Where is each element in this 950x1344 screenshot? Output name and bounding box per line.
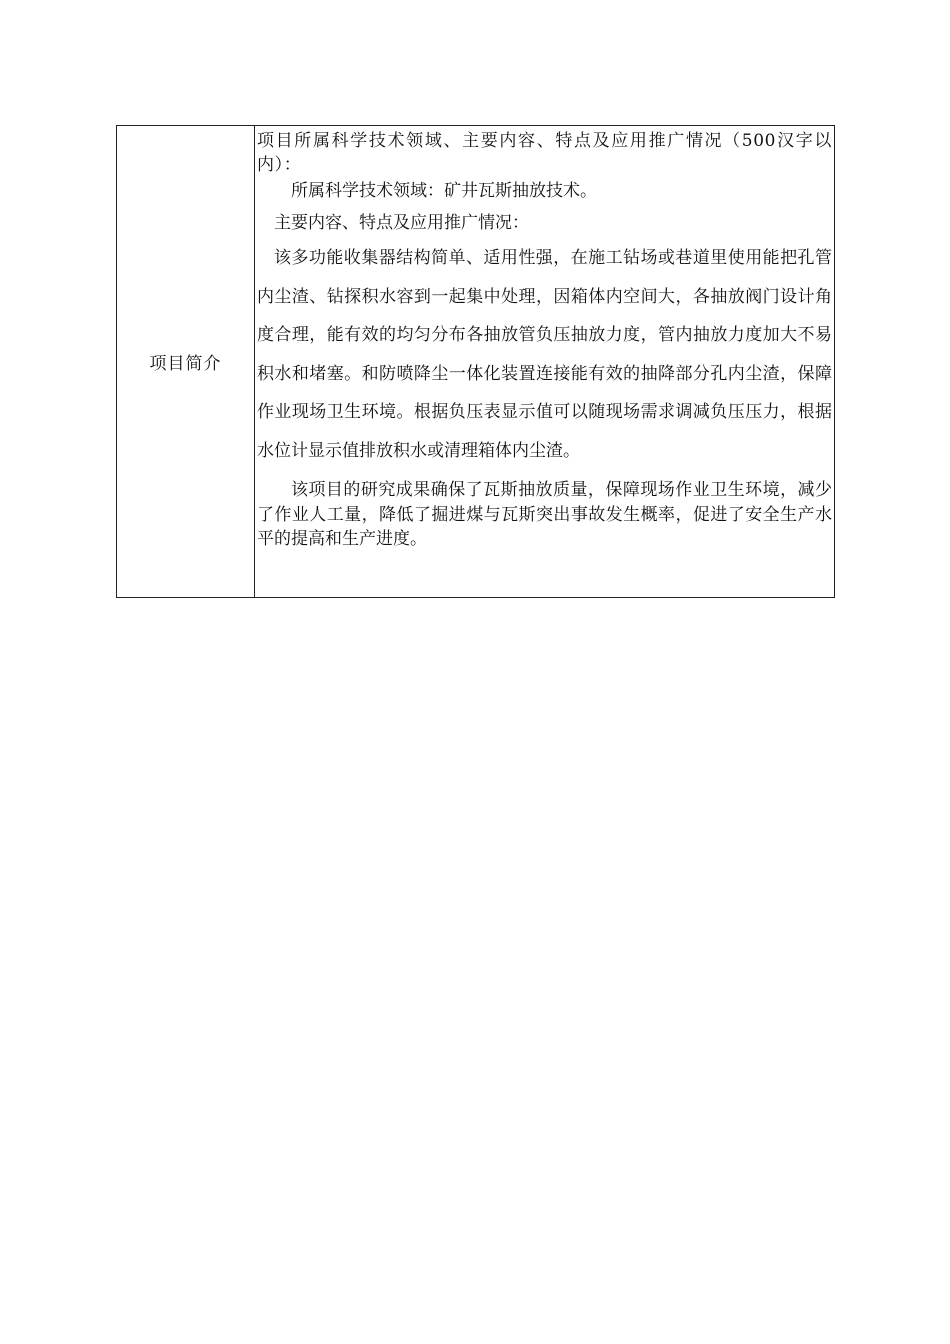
content-subheading: 主要内容、特点及应用推广情况： — [274, 213, 529, 233]
technical-field-line: 所属科学技术领域：矿井瓦斯抽放技术。 — [291, 181, 597, 201]
project-summary-table — [116, 125, 835, 598]
content-paragraph-main: 该多功能收集器结构简单、适用性强，在施工钻场或巷道里使用能把孔管内尘渣、钻探积水容到一起集中处理，因箱体内空间大，各抽放阀门设计角度合理，能有效的均匀分布各抽放管负压抽放力度，管内抽放力度加大不易积水和堵塞。和防喷降尘一体化装置连接能有效的抽降部分孔内尘渣，保障作业现场卫生环境。根据负压表显示值可以随现场需求调减负压压力，根据水位计显示值排放积水或清理箱体内尘渣。 — [257, 248, 832, 461]
project-summary-content-cell — [255, 126, 834, 597]
project-summary-label-cell — [117, 126, 255, 597]
summary-heading: 项目所属科学技术领域、主要内容、特点及应用推广情况（500汉字以内）： — [257, 131, 832, 175]
content-paragraph-results: 该项目的研究成果确保了瓦斯抽放质量，保障现场作业卫生环境，减少了作业人工量，降低了掘进煤与瓦斯突出事故发生概率，促进了安全生产水平的提高和生产进度。 — [257, 480, 832, 549]
project-summary-label: 项目简介 — [149, 354, 222, 374]
